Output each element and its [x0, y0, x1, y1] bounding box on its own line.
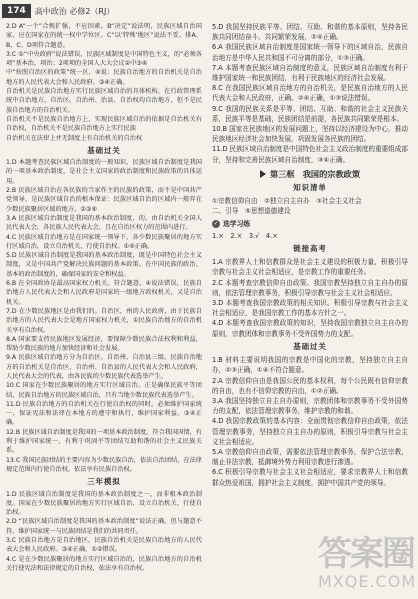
section-heading: 链接高考 [293, 244, 327, 254]
answer-paragraph: 自治机关不是民族自治地方上，实现民族区域自治的依据是自治机关有自治权，自治机关不是民族自治地方上实行民族 [6, 115, 202, 133]
answer-paragraph: ①宗教信仰自由 ②独立自主自办 ③社会主义社会 [212, 197, 362, 206]
answer-paragraph: 2.C 本题考查宗教信仰自由政策。我国宗教坚持独立自主自办的原则，依法管理宗教事务，积极引导宗教与社会主义社会相适应。 [212, 278, 408, 297]
section-heading: 基础过关 [293, 341, 327, 351]
answer-paragraph: 2.A 宗教信仰自由是我国公民的基本权利，每个公民既有信仰宗教的自由，也有不信仰宗教的自由，①②正确。 [212, 376, 408, 395]
answer-paragraph: 1.B 材料主要说明我国的宗教是中国化的宗教，坚持独立自主自办，②③正确，①④不符合题意。 [212, 356, 408, 375]
site-watermark [318, 534, 417, 595]
answer-paragraph: 1.× 2.× 3.√ 4.× [212, 231, 278, 240]
answer-paragraph: 4.C 是在少数民族聚居的地方实行区域自治的，民族自治地方的自治机关行使宪法和法律规定的自治权，依法享有自治权。 [6, 555, 202, 572]
answer-paragraph: 7.A 本题考查民族区域自治制度的意义，民族区域自治制度有利于维护国家统一和民族团结，有利于民族地区的经济社会发展。 [212, 63, 408, 83]
answer-paragraph: 2.D “民族区域自治制度是我国的基本政治制度”说法正确，但与题意不符。维护国家统一与民族团结是我们的共同责任。 [6, 518, 202, 535]
answer-paragraph: 8.A 国家要支持民族地区发展经济，要保障少数民族合法权利和利益，帮助少数民族的地方加快经济和社会发展。 [6, 335, 202, 353]
answer-paragraph: 4.D 我国宗教政策的基本内容：全面贯彻宗教信仰自由政策，依法管理宗教事务，坚持独立自主自办的原则，积极引导宗教与社会主义社会相适应。 [212, 417, 408, 446]
book-title: 高中政治 必修2（RJ） [34, 6, 115, 16]
answer-paragraph: 11.D 民族自治地方的自治机关在行使自治权的同时，必须维护国家统一，保证宪法和法律在本地方的遵守和执行，维护国家利益。③④正确。 [6, 400, 202, 427]
subsection-heading-text: 选学习练 [223, 219, 251, 228]
right-column [212, 22, 408, 488]
answer-paragraph: 自治机关在法律上并无制度上有自治机关的自治权 [6, 134, 143, 142]
answer-paragraph: 6.A 我国民族区域自治制度是国家统一领导下的区域自治，民族自治地方是中华人民共和国不可分离的部分，①③正确。 [212, 43, 408, 62]
answer-paragraph: 6.C 积极引导宗教与社会主义社会相适应，要求宗教界人士和信教群众热爱祖国，拥护社会主义制度，拥护中国共产党的领导。 [212, 468, 408, 487]
answer-paragraph: 8.C 在我国民族区域自治地方的自治机关，是民族自治地方的人民代表大会和人民政府，正确。②④正确，①③说法错误。 [212, 84, 408, 103]
answer-paragraph: 10.B 国家在民族地区的发展问题上，坚持以经济建设为中心，推动民族地区经济社会加快发展，巩固发展各民族的团结。 [212, 125, 408, 144]
answer-paragraph: 二、引导 ⑤思想道德建设 [212, 207, 291, 216]
answer-paragraph: 7.D 在少数民族地区是由我们的。自治区，州的人民政府，由于民族自治地方的人民代表大会是地方国家权力机关，①民族自治地方的自治机关享有自治权。 [6, 307, 202, 334]
answer-paragraph: 10.C 国家在少数民族聚居的地方实行区域自治，正是确保民族平等团结，民族自治地方的民族区域自治，只有当地少数民族代表选举产生。 [6, 382, 202, 399]
lesson-heading [212, 169, 408, 179]
left-column [6, 22, 202, 573]
answer-paragraph: 9.A 民族区域自治地方分为自治区、自治州、自治县三级。民族自治地方的自治机关是自治区、自治州、自治县的人民代表大会和人民政府，人民代表大会的代表，由各民族的少数民族代表选举产生。 [6, 354, 202, 380]
answer-paragraph: 4.D 本题考查我国宗教政策的知识，坚持我国宗教独立自主自办的原则，宗教团体和宗教事务不受外国势力的支配。 [212, 319, 408, 338]
answer-paragraph: 11.D 民族区域自治制度是中国特色社会主义政治制度的重要组成部分，坚持和完善民族区域自治制度，③④正确。 [212, 145, 408, 164]
answer-paragraph: 6.B 在全国政协是最高国家权力机关。符合题意，④说法错误，民族自治地方人民代表大会和人民政府是国家的一级地方政权机关，又是自治机关。 [6, 280, 202, 306]
answer-paragraph: 3.D 本题考查我国宗教政策的相关知识。积极引导宗教与社会主义社会相适应，是我国宗教工作的基本方针之一。 [212, 299, 408, 318]
section-heading: 知识清单 [293, 183, 327, 193]
answer-paragraph: 中“按照自治区的政策”统一区，④说：民族自治地方的自治机关是自治地方的人民代表大会和人民政府。③④正确。 [6, 69, 202, 86]
answer-paragraph: 5.D 民族区域自治制度是我国的基本政治制度，既是中国特色社会主义制度，又是中国共产党解决民族问题的基本政策，在中国民族的政治、基本的政治制度的，确保国家的安全和权益。 [6, 252, 202, 278]
page-number: 174 [2, 4, 31, 18]
answer-paragraph: 12.B 民族区域自治制度是我国的一项基本政治制度，符合我国国情，有利于维护国家统一，有利于巩固平等团结互助和谐的社会主义民族关系。 [6, 428, 202, 455]
check-icon: ✓ [213, 219, 219, 227]
answer-paragraph: 5.A 宗教信仰自由政策，需要依法管理宗教事务，保护合法宗教，制止非法宗教，抵御境外势力利用宗教进行渗透。 [212, 447, 408, 467]
lesson-heading-text: 第三框 我国的宗教政策 [269, 168, 361, 179]
section-heading: 三年模拟 [87, 477, 121, 487]
answer-paragraph: 1.A 宗教界人士和信教群众是社会主义建设的积极力量，积极引导宗教与社会主义社会相适应，是宗教工作的重要任务。 [212, 258, 408, 277]
answer-paragraph: 2.B 民族区域自治在各民族的当家作主的民族的政策，而不是中国共产党领导，是民族区域自治的根本保证：民族区域自治的区域内一般存在少数民族聚居区域的地方。②③④ [6, 187, 202, 213]
watermark-logo-text: 答案圈 [318, 534, 414, 574]
answer-paragraph: 4.C 民族区域自治地方是在国家统一领导下，各少数民族聚居的地方实行区域自治，设立自治机关，行使自治权。①④正确。 [6, 233, 202, 250]
arrow-right-icon [260, 170, 266, 178]
answer-paragraph: 9.C 我国的民族关系是平等、团结、互助、和谐的社会主义民族关系，民族平等是基础，民族团结是前提，各民族共同繁荣是根本。 [212, 104, 408, 123]
answer-paragraph: 3.A 我国坚持独立自主自办原则，宗教团体和宗教事务不受外国势力的支配，依法管理宗教事务，维护宗教的和谐。 [212, 396, 408, 416]
subsection-heading [212, 219, 408, 229]
answer-paragraph: 5.D 我国坚持民族平等、团结、互助、和谐的基本原则，坚持各民族共同团结奋斗、共同繁荣发展，②④正确。 [212, 23, 408, 42]
answer-paragraph: 3.C ①“中央政府”说法错误，民族区域制度是中国特色主义，的“必须各项”基本治，项治；2项项的全国人大大会议②中③④ [6, 50, 202, 68]
answer-paragraph: 自治机关是民族自治地方实行民族区域自治的具体机构，在行政管理系统中自治地方，自治区，自治州、治县、自治权均自治地方，但不是民族自治地方的自治机关。 [6, 88, 202, 114]
answer-paragraph: 2.D A“一个”合规扩强，不应因素。B“决定”说法明，民族区域自治国家，应在国家在的统一权中学位区。C“以‘特殊’地区”说法不妥。排A、B、C、D项符合题意。 [6, 23, 202, 49]
page-header [0, 0, 418, 22]
answer-paragraph: 3.A 民族区域自治制度是我国的基本政治制度，的，由自治机关全国人民代表大会，各民族人民代表大会，且在自治区权力的范围内进行。 [6, 214, 202, 232]
section-heading: 基础过关 [87, 145, 121, 155]
answer-paragraph: 13.C 我国民族团结的主要内容为少数民族自治，依法自治团结，在法律规定范围内行使自治权，依法享有民族自治权。 [6, 456, 202, 473]
watermark-url: MXQE.COM [318, 572, 417, 591]
answer-paragraph: 1.D 民族区域自治制度是我国的基本政治制度之一，而非根本政治制度。国家在少数民族聚居的地方实行区域自治，设立自治机关，行使自治权。 [6, 490, 202, 517]
answer-paragraph: 3.C 民族自治地方是自治地区，民族自治机关是民族自治地方的人民代表大会和人民政府。③④正确，①②错误。 [6, 537, 202, 554]
answer-paragraph: 1.D 本题考查民族区域自治制度的一般知识，民族区域自治制度是我国的一项基本政治制度，是社会主义国家的政治制度和民族政策的具体运用。 [6, 159, 202, 185]
